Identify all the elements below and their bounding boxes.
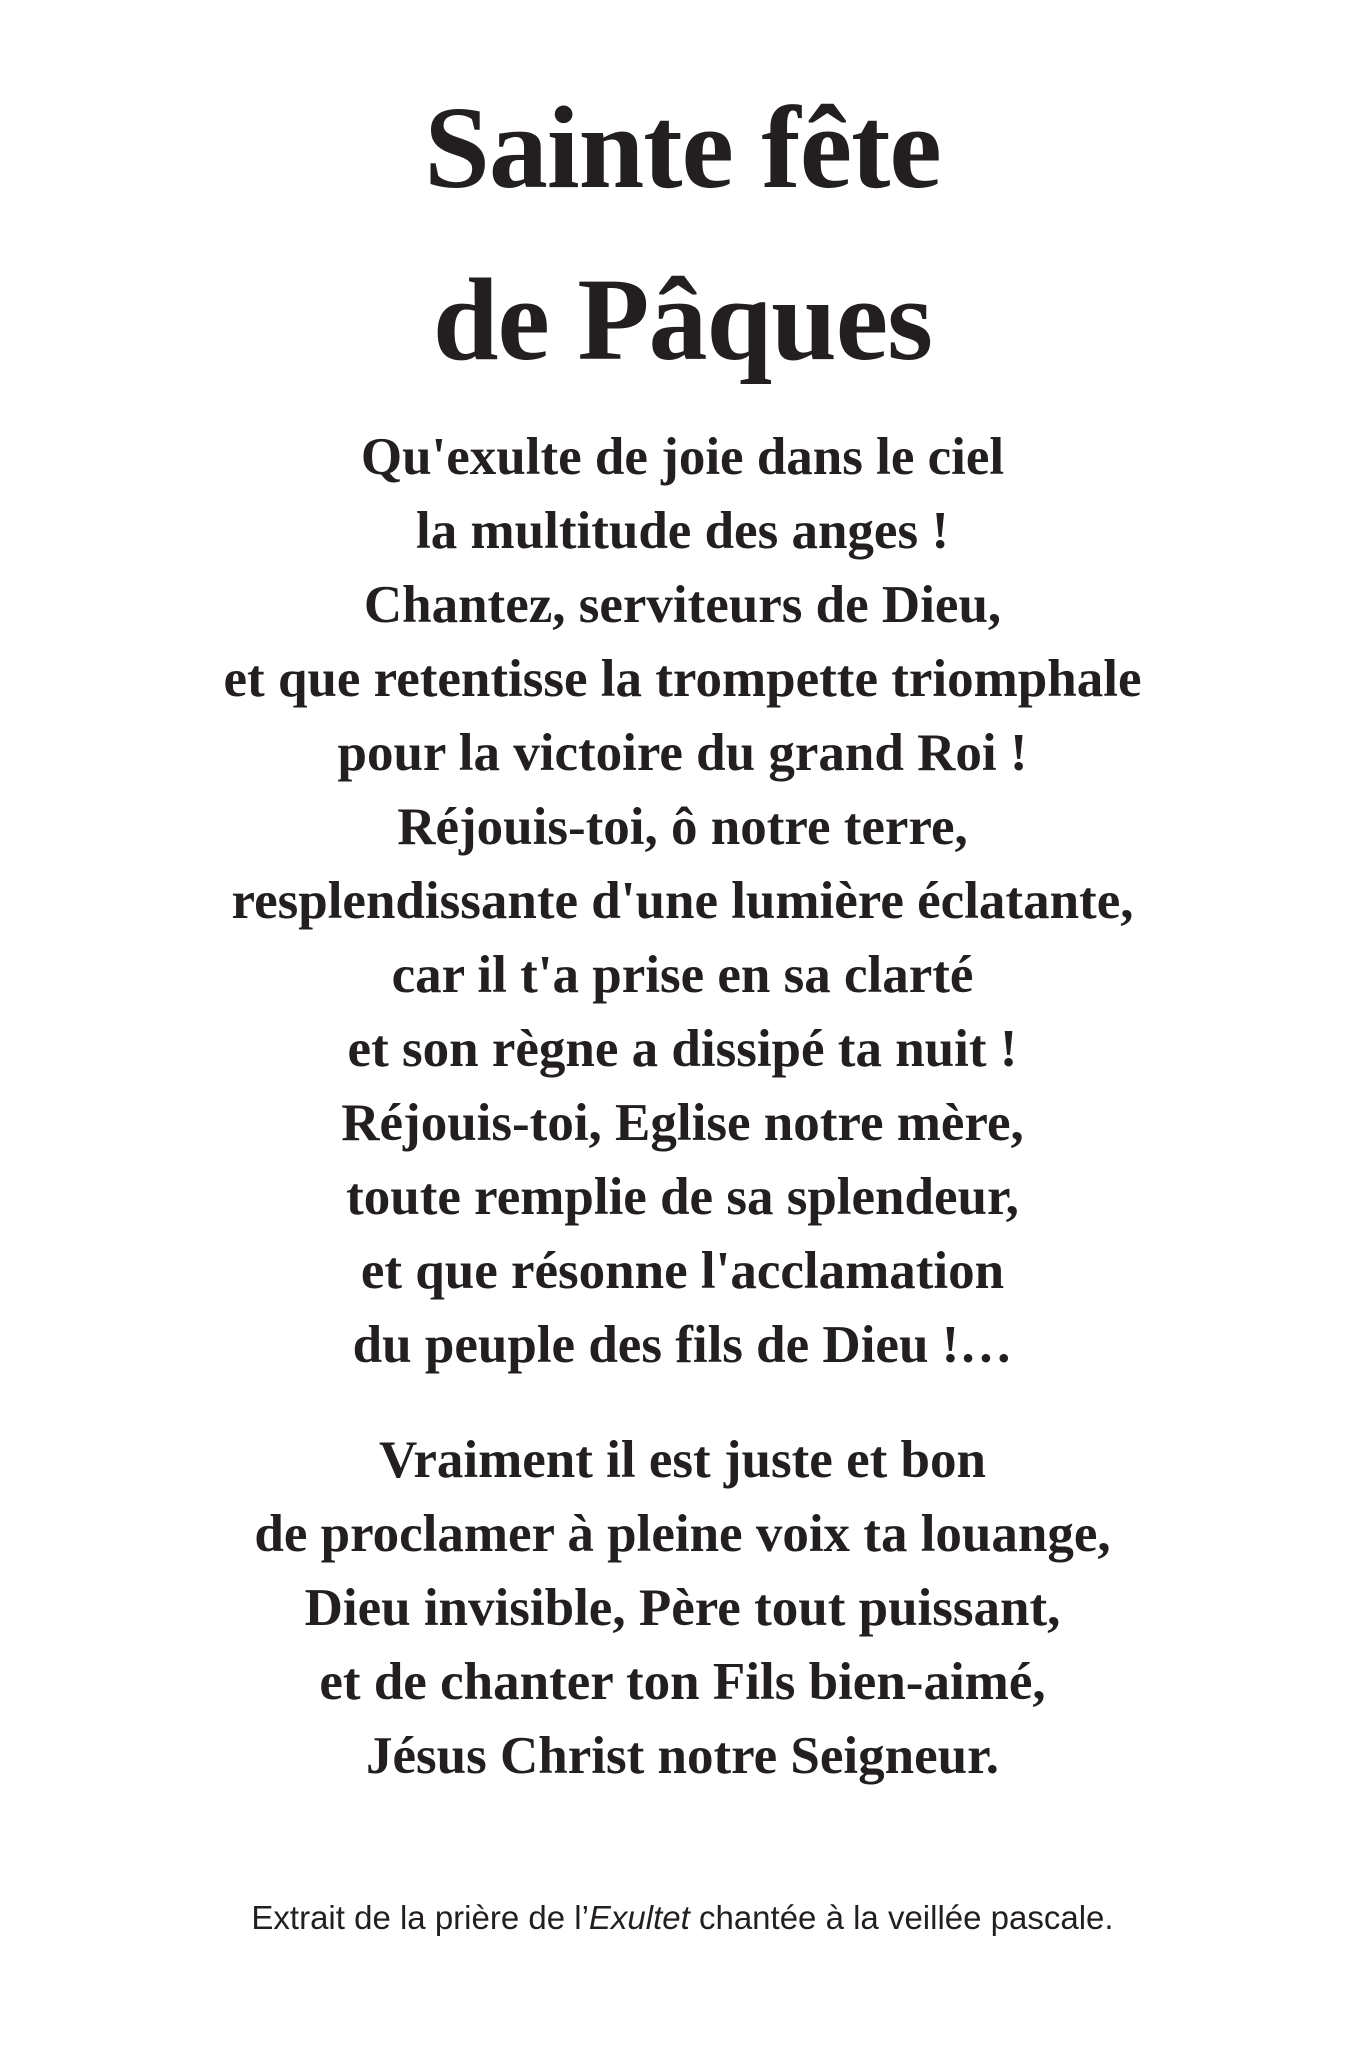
verse-line: toute remplie de sa splendeur, bbox=[346, 1168, 1019, 1226]
caption-text-after: chantée à la veillée pascale. bbox=[689, 1899, 1114, 1936]
source-caption bbox=[0, 1898, 1365, 1938]
verse-line: et de chanter ton Fils bien-aimé, bbox=[319, 1653, 1046, 1711]
verse-line: du peuple des fils de Dieu !… bbox=[352, 1316, 1013, 1374]
verse-line: Réjouis-toi, ô notre terre, bbox=[397, 798, 968, 856]
stanza-1 bbox=[0, 420, 1365, 1382]
verse-line: et son règne a dissipé ta nuit ! bbox=[347, 1020, 1018, 1078]
verse-line: et que retentisse la trompette triomphale bbox=[223, 650, 1142, 708]
verse-line: et que résonne l'acclamation bbox=[360, 1242, 1005, 1300]
verse-line: resplendissante d'une lumière éclatante, bbox=[231, 872, 1134, 930]
title-line: de Pâques bbox=[432, 254, 933, 385]
verse-line: Jésus Christ notre Seigneur. bbox=[365, 1727, 1000, 1785]
verse-line: Chantez, serviteurs de Dieu, bbox=[363, 576, 1002, 634]
caption-text-italic: Exultet bbox=[588, 1899, 690, 1936]
verse-line: Vraiment il est juste et bon bbox=[379, 1431, 986, 1489]
stanza-2 bbox=[0, 1423, 1365, 1793]
verse-line: de proclamer à pleine voix ta louange, bbox=[254, 1505, 1111, 1563]
caption-text-before: Extrait de la prière de l’ bbox=[251, 1899, 589, 1936]
verse-line: pour la victoire du grand Roi ! bbox=[337, 724, 1028, 782]
title-line: Sainte fête bbox=[424, 82, 941, 213]
verse-line: Dieu invisible, Père tout puissant, bbox=[304, 1579, 1061, 1637]
page-title bbox=[0, 62, 1365, 406]
verse-line: la multitude des anges ! bbox=[416, 502, 949, 560]
verse-line: car il t'a prise en sa clarté bbox=[391, 946, 974, 1004]
verse-line: Réjouis-toi, Eglise notre mère, bbox=[341, 1094, 1024, 1152]
verse-line: Qu'exulte de joie dans le ciel bbox=[360, 428, 1005, 486]
